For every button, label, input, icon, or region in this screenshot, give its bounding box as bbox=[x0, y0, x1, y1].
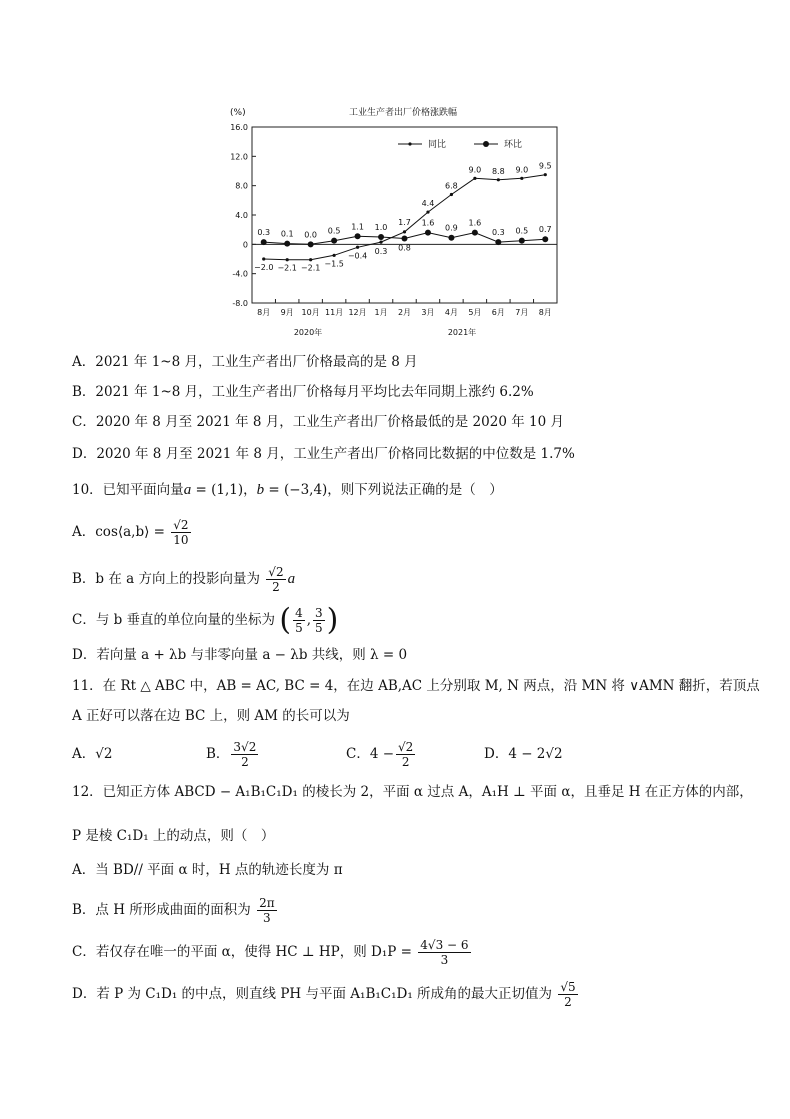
yoy-data-label: 9.0 bbox=[468, 165, 482, 175]
mom-data-label: 1.1 bbox=[351, 222, 364, 232]
mom-point bbox=[355, 233, 361, 239]
q12-option-d bbox=[72, 980, 580, 1009]
mom-point bbox=[425, 230, 431, 236]
q12-d-num: √5 bbox=[560, 980, 576, 994]
mom-data-label: 0.8 bbox=[398, 243, 411, 253]
q12-option-c bbox=[72, 938, 473, 967]
legend-yoy-marker bbox=[408, 142, 411, 145]
yoy-data-label: 0.3 bbox=[374, 247, 388, 257]
mom-data-label: 0.5 bbox=[515, 226, 529, 236]
q10-stem bbox=[72, 480, 503, 500]
q10-b-fraction bbox=[266, 565, 285, 594]
mom-data-label: 1.6 bbox=[421, 218, 435, 228]
q12-b-fraction bbox=[257, 896, 277, 925]
q10-c-num-2: 3 bbox=[315, 606, 323, 620]
q10-b-vector: a bbox=[287, 571, 296, 587]
y-tick-label: -4.0 bbox=[232, 269, 248, 279]
q10-a-text: A．cos⟨a,b⟩ = bbox=[72, 524, 165, 540]
q11-c-fraction bbox=[396, 740, 415, 769]
yoy-point bbox=[262, 257, 265, 260]
mom-data-label: 0.5 bbox=[327, 226, 341, 236]
q10-option-d: D．若向量 a + λb 与非零向量 a − λb 共线，则 λ = 0 bbox=[72, 647, 408, 663]
q11-stem-1: 11．在 Rt △ ABC 中，AB = AC, BC = 4，在边 AB,AC 上分别取 M, N 两点，沿 MN 将 ∨AMN 翻折，若顶点 bbox=[72, 678, 760, 694]
mom-data-label: 0.7 bbox=[538, 225, 552, 235]
yoy-point bbox=[520, 177, 523, 180]
x-tick-label: 3月 bbox=[421, 308, 435, 317]
q11-b-den: 2 bbox=[241, 755, 249, 769]
q11-stem-2: A 正好可以落在边 BC 上，则 AM 的长可以为 bbox=[72, 708, 350, 724]
q12-option-b bbox=[72, 896, 279, 925]
q10-c-den-1: 5 bbox=[295, 621, 303, 635]
q10-stem-text-3: = (−3,4)，则下列说法正确的是（ ） bbox=[264, 482, 503, 498]
x-tick-label: 5月 bbox=[468, 308, 482, 317]
mom-point bbox=[308, 241, 314, 247]
x-tick-label: 10月 bbox=[301, 308, 320, 317]
mom-point bbox=[402, 235, 408, 241]
x-tick-label: 1月 bbox=[374, 308, 388, 317]
yoy-data-label: 1.7 bbox=[398, 217, 411, 227]
x-tick-label: 8月 bbox=[257, 308, 271, 317]
paren-left: ( bbox=[279, 602, 292, 638]
mom-point bbox=[472, 230, 478, 236]
q12-option-a: A．当 BD// 平面 α 时，H 点的轨迹长度为 π bbox=[72, 862, 343, 878]
yoy-point bbox=[309, 258, 312, 261]
legend-yoy-label: 同比 bbox=[428, 140, 447, 150]
q10-stem-text-2: = (1,1)， bbox=[191, 482, 257, 498]
x-tick-label: 2月 bbox=[397, 308, 412, 317]
mom-point bbox=[378, 234, 384, 240]
mom-data-label: 1.0 bbox=[374, 223, 388, 232]
q11-option-d: D．4 − 2√2 bbox=[484, 746, 563, 762]
q10-option-a bbox=[72, 518, 193, 547]
q11-option-c bbox=[346, 740, 484, 769]
q12-stem-1: 12．已知正方体 ABCD − A₁B₁C₁D₁ 的棱长为 2，平面 α 过点 A，A₁H ⊥ 平面 α，且垂足 H 在正方体的内部， bbox=[72, 784, 753, 800]
q11-c-den: 2 bbox=[401, 755, 410, 769]
q9-option-d: D．2020 年 8 月至 2021 年 8 月，工业生产者出厂价格同比数据的中位数是 1.7% bbox=[72, 446, 575, 462]
q9-option-b: B．2021 年 1~8 月，工业生产者出厂价格每月平均比去年同期上涨约 6.2% bbox=[72, 384, 534, 400]
q11-b-text: B． bbox=[206, 746, 230, 762]
q10-stem-text-1: 10．已知平面向量 bbox=[72, 482, 184, 498]
q10-a-num: √2 bbox=[173, 518, 189, 532]
yoy-point bbox=[426, 210, 429, 213]
q11-b-num: 3√2 bbox=[233, 740, 257, 754]
y-tick-label: -8.0 bbox=[232, 299, 248, 308]
q10-a-fraction bbox=[171, 518, 190, 547]
year-label-2021: 2021年 bbox=[447, 328, 477, 337]
mom-point bbox=[448, 235, 454, 241]
mom-data-label: 0.3 bbox=[491, 228, 505, 238]
x-tick-label: 11月 bbox=[325, 308, 344, 317]
q11-c-text: C．4 − bbox=[346, 746, 395, 762]
plot-area bbox=[252, 127, 557, 303]
y-tick-label: 4.0 bbox=[235, 211, 248, 220]
x-tick-label: 9月 bbox=[280, 308, 294, 317]
q10-b-den: 2 bbox=[272, 580, 280, 594]
yoy-data-label: 6.8 bbox=[445, 181, 458, 191]
y-tick-label: 12.0 bbox=[230, 152, 248, 162]
yoy-data-label: 8.8 bbox=[491, 166, 505, 176]
q12-b-text: B．点 H 所形成曲面的面积为 bbox=[72, 902, 251, 918]
q11-c-num: √2 bbox=[398, 740, 414, 754]
q11-option-a: A．√2 bbox=[72, 746, 113, 762]
y-tick-label: 16.0 bbox=[230, 123, 248, 132]
y-tick-label: 0 bbox=[242, 240, 248, 250]
q12-d-text: D．若 P 为 C₁D₁ 的中点，则直线 PH 与平面 A₁B₁C₁D₁ 所成角的最大正切值为 bbox=[72, 986, 553, 1002]
q10-c-num-1: 4 bbox=[295, 606, 303, 620]
mom-point bbox=[542, 236, 548, 242]
paren-right: ) bbox=[326, 602, 339, 638]
yoy-data-label: −2.1 bbox=[300, 263, 321, 273]
yoy-data-label: 4.4 bbox=[421, 199, 435, 209]
q11-options bbox=[72, 740, 563, 769]
vector-a: a bbox=[183, 482, 192, 498]
mom-data-label: 1.6 bbox=[468, 218, 482, 228]
yoy-data-label: 9.5 bbox=[538, 161, 552, 171]
q12-d-fraction bbox=[558, 980, 577, 1009]
mom-data-label: 0.0 bbox=[304, 230, 318, 240]
q10-c-fraction-2 bbox=[313, 606, 325, 635]
mom-data-label: 0.1 bbox=[280, 229, 294, 239]
legend bbox=[398, 138, 522, 150]
yoy-point bbox=[286, 258, 289, 261]
q10-b-text: B．b 在 a 方向上的投影向量为 bbox=[72, 571, 260, 587]
vector-b: b bbox=[256, 482, 265, 498]
q10-b-num: √2 bbox=[268, 565, 284, 579]
q12-c-den: 3 bbox=[440, 953, 449, 967]
q9-option-a: A．2021 年 1~8 月，工业生产者出厂价格最高的是 8 月 bbox=[72, 354, 418, 370]
q12-stem-2: P 是棱 C₁D₁ 上的动点，则（ ） bbox=[72, 828, 275, 844]
q10-c-text: C．与 b 垂直的单位向量的坐标为 bbox=[72, 612, 276, 628]
yoy-data-label: −1.5 bbox=[324, 259, 344, 269]
x-tick-label: 12月 bbox=[348, 308, 367, 317]
mom-data-label: 0.9 bbox=[445, 223, 458, 233]
mom-point bbox=[261, 239, 267, 245]
yoy-point bbox=[497, 178, 500, 181]
x-tick-label: 6月 bbox=[491, 308, 505, 317]
y-tick-label: 8.0 bbox=[235, 181, 248, 191]
mom-point bbox=[331, 238, 337, 244]
x-tick-label: 4月 bbox=[444, 308, 458, 317]
yoy-point bbox=[544, 173, 547, 176]
q12-c-fraction bbox=[418, 938, 470, 967]
q10-option-b bbox=[72, 565, 295, 594]
q12-c-text: C．若仅存在唯一的平面 α，使得 HC ⊥ HP，则 D₁P = bbox=[72, 944, 412, 960]
q11-b-fraction bbox=[231, 740, 258, 769]
yoy-point bbox=[356, 246, 359, 249]
q11-option-b bbox=[206, 740, 346, 769]
y-axis-label: (%) bbox=[230, 108, 246, 118]
line-chart bbox=[0, 0, 790, 345]
q12-d-den: 2 bbox=[564, 995, 572, 1009]
mom-data-label: 0.3 bbox=[257, 228, 271, 238]
x-tick-label: 8月 bbox=[538, 308, 552, 317]
yoy-point bbox=[450, 193, 453, 196]
yoy-data-label: −2.1 bbox=[277, 263, 297, 273]
yoy-point bbox=[473, 177, 476, 180]
x-tick-label: 7月 bbox=[515, 308, 529, 317]
q12-c-num: 4√3 − 6 bbox=[420, 938, 469, 952]
mom-point bbox=[519, 238, 525, 244]
legend-mom-marker bbox=[483, 141, 489, 147]
q10-a-den: 10 bbox=[173, 533, 189, 547]
q9-option-c: C．2020 年 8 月至 2021 年 8 月，工业生产者出厂价格最低的是 2020 年 10 月 bbox=[72, 414, 564, 430]
legend-mom-label: 环比 bbox=[504, 140, 523, 150]
yoy-point bbox=[403, 230, 406, 233]
q10-c-fraction-1 bbox=[293, 606, 305, 635]
q10-option-c: C．与 b 垂直的单位向量的坐标为 ( $\frac{4}{5}$ , $\frac{3}{5}$ ) bbox=[72, 602, 339, 638]
yoy-point bbox=[333, 254, 336, 257]
q12-b-den: 3 bbox=[263, 911, 271, 925]
yoy-data-label: −2.0 bbox=[254, 263, 274, 272]
yoy-data-label: −0.4 bbox=[347, 251, 368, 261]
q10-c-den-2: 5 bbox=[315, 621, 323, 635]
chart-title: 工业生产者出厂价格涨跌幅 bbox=[348, 108, 458, 118]
mom-point bbox=[284, 241, 290, 247]
year-label-2020: 2020年 bbox=[293, 328, 323, 337]
yoy-point bbox=[379, 241, 382, 244]
mom-point bbox=[495, 239, 501, 245]
yoy-data-label: 9.0 bbox=[515, 165, 529, 175]
q12-b-num: 2π bbox=[259, 896, 275, 910]
